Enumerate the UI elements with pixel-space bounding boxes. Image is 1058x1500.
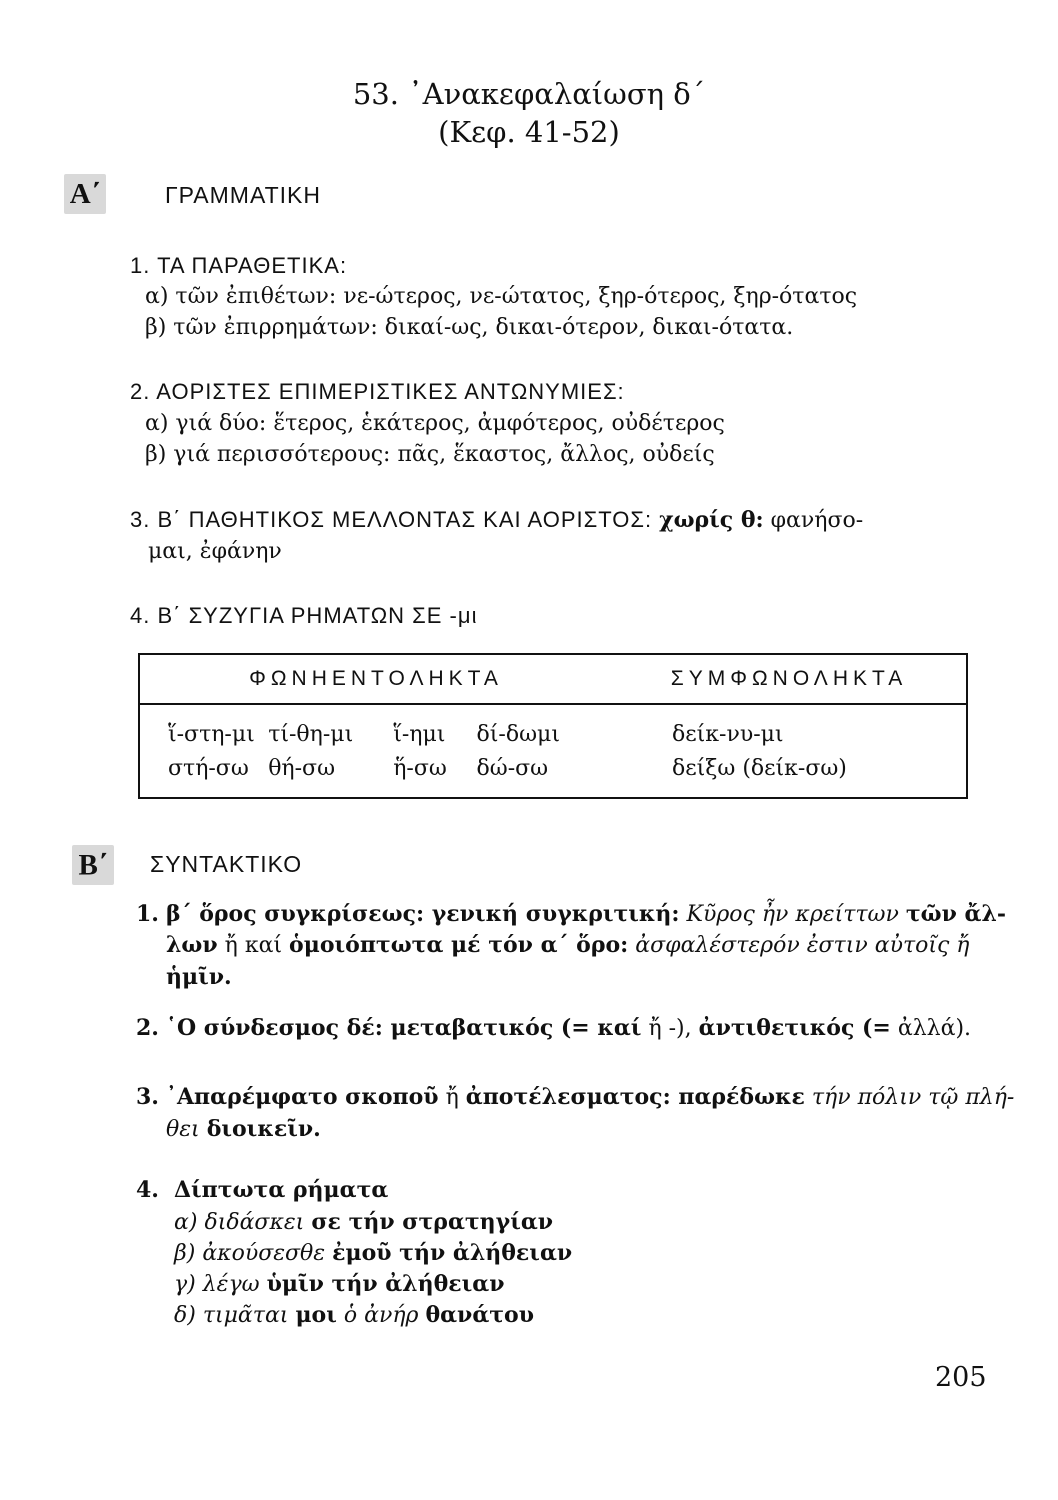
- table-header-vowel-stem: ΦΩΝΗΕΝΤΟΛΗΚΤΑ: [139, 654, 612, 704]
- syntax-item-3-line-1: 3. ᾿Απαρέμφατο σκοποῦ ἤ ἀποτέλεσματος: παρέδωκε τήν πόλιν τῷ πλή-: [136, 1084, 1015, 1110]
- table-cell: ἵ-ημι: [393, 721, 446, 747]
- grammar-item-3-line-1: [130, 505, 863, 536]
- grammar-item-1-line-b: β) τῶν ἐπιρρημάτων: δικαί-ως, δικαι-ότερον, δικαι-ότατα.: [145, 315, 794, 340]
- grammar-item-2-line-b: β) γιά περισσότερους: πᾶς, ἕκαστος, ἄλλος, οὐδείς: [145, 442, 715, 467]
- grammar-item-1-line-a: α) τῶν ἐπιθέτων: νε-ώτερος, νε-ώτατος, ξηρ-ότερος, ξηρ-ότατος: [145, 284, 858, 309]
- page-number: 205: [935, 1362, 987, 1393]
- mi-verbs-table: [138, 653, 968, 799]
- syntax-item-4-line-b: β) ἀκούσεσθε ἐμοῦ τήν ἀλήθειαν: [174, 1240, 573, 1266]
- syntax-item-4-line-c: γ) λέγω ὑμῖν τήν ἀλήθειαν: [174, 1271, 505, 1297]
- section-a-title: ΓΡΑΜΜΑΤΙΚΗ: [165, 182, 321, 208]
- table-header-consonant-stem: ΣΥΜΦΩΝΟΛΗΚΤΑ: [612, 654, 967, 704]
- table-row: [139, 751, 967, 798]
- syntax-item-1-line-3: ἡμῖν.: [166, 964, 232, 990]
- grammar-item-3-line-2: μαι, ἐφάνην: [148, 539, 282, 564]
- table-cell: ἥ-σω: [393, 755, 447, 781]
- grammar-item-3-bold: χωρίς θ:: [659, 507, 764, 533]
- section-b-title: ΣΥΝΤΑΚΤΙΚΟ: [150, 851, 303, 877]
- page-title: 53. ᾿Ανακεφαλαίωση δ΄: [352, 77, 706, 111]
- table-header-row: [139, 654, 967, 704]
- table-cell: τί-θη-μι: [268, 721, 354, 747]
- section-b-marker: Β΄: [72, 845, 114, 885]
- table-cell: στή-σω: [168, 755, 249, 781]
- syntax-item-4-heading: 4. Δίπτωτα ρήματα: [136, 1177, 389, 1203]
- grammar-item-2-line-a: α) γιά δύο: ἕτερος, ἑκάτερος, ἀμφότερος, οὐδέτερος: [145, 411, 725, 436]
- page-subtitle: (Κεφ. 41-52): [438, 115, 620, 149]
- table-cell: δώ-σω: [476, 755, 549, 781]
- syntax-item-4-line-d: δ) τιμᾶται μοι ὁ ἀνήρ θανάτου: [174, 1302, 534, 1328]
- grammar-item-3-heading: 3. Β΄ ΠΑΘΗΤΙΚΟΣ ΜΕΛΛΟΝΤΑΣ ΚΑΙ ΑΟΡΙΣΤΟΣ:: [130, 507, 653, 532]
- grammar-item-4-heading: 4. Β΄ ΣΥΖΥΓΙΑ ΡΗΜΑΤΩΝ ΣΕ -μι: [130, 603, 478, 628]
- syntax-item-4-line-a: α) διδάσκει σε τήν στρατηγίαν: [174, 1209, 554, 1235]
- section-a-marker: Α΄: [64, 174, 106, 214]
- grammar-item-2-heading: 2. ΑΟΡΙΣΤΕΣ ΕΠΙΜΕΡΙΣΤΙΚΕΣ ΑΝΤΩΝΥΜΙΕΣ:: [130, 379, 625, 404]
- syntax-item-1-line-1: 1. β΄ ὅρος συγκρίσεως: γενική συγκριτική: Κῦρος ἦν κρείττων τῶν ἄλ-: [136, 901, 1007, 927]
- syntax-item-2: 2. ῾Ο σύνδεσμος δέ: μεταβατικός (= καί ἤ -), ἀντιθετικός (= ἀλλά).: [136, 1015, 972, 1041]
- grammar-item-1-heading: 1. ΤΑ ΠΑΡΑΘΕΤΙΚΑ:: [130, 253, 348, 278]
- table-cell: δί-δωμι: [476, 721, 560, 747]
- table-cell: δείξω (δείκ-σω): [672, 755, 847, 781]
- grammar-item-3-rest: φανήσο-: [770, 508, 864, 533]
- table-row: [139, 704, 967, 751]
- syntax-item-3-line-2: θει διοικεῖν.: [166, 1116, 321, 1142]
- table-cell: δείκ-νυ-μι: [672, 721, 784, 747]
- table-cell: θή-σω: [268, 755, 336, 781]
- syntax-item-1-line-2: λων ἤ καί ὁμοιόπτωτα μέ τόν α΄ ὅρο: ἀσφαλέστερόν ἐστιν αὐτοῖς ἤ: [166, 932, 970, 958]
- table-cell: ἵ-στη-μι: [168, 721, 255, 747]
